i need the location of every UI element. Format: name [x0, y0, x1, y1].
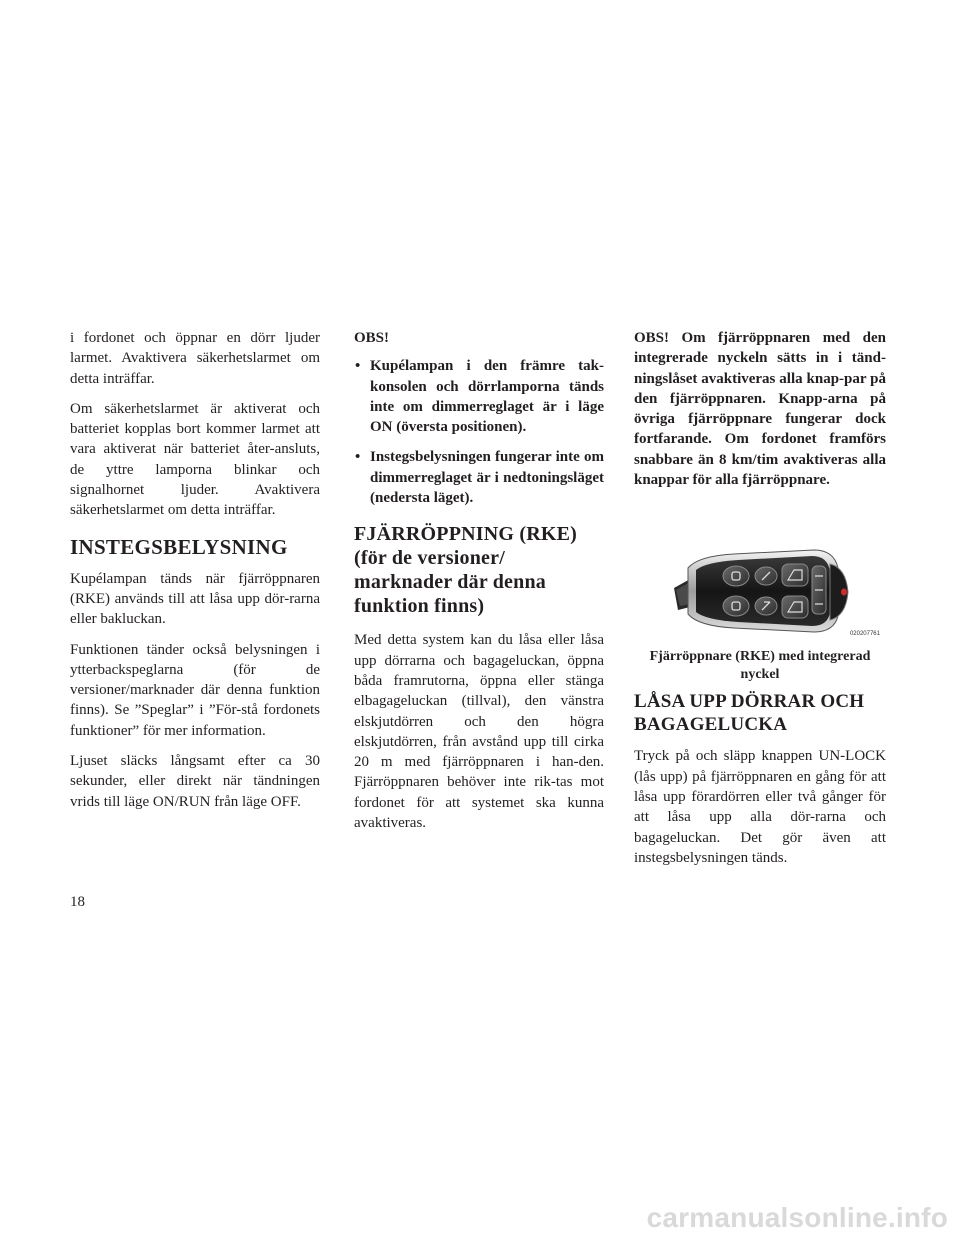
note-label: OBS! [354, 330, 390, 346]
paragraph: Kupélampan tänds när fjärröppnaren (RKE) används till att låsa upp dör-rarna eller bakluckan. [70, 570, 320, 628]
paragraph: Funktionen tänder också belysningen i ytterbackspeglarna (för de versioner/marknader där denna funktion finns). Se ”Speglar” i ”För-stå fordonets funktioner” för mer information. [70, 641, 320, 739]
paragraph: Tryck på och släpp knappen UN-LOCK (lås upp) på fjärröppnaren en gång för att låsa upp förardörren eller två gånger för att låsa upp alla dör-rarna och bagageluckan. Det gör även att instegsbelysningen tänds. [634, 748, 886, 866]
heading-line: funktion finns) [354, 595, 485, 618]
heading-line: FJÄRRÖPPNING (RKE) [354, 523, 578, 546]
heading-line: marknader där denna [354, 571, 546, 594]
section-heading-lasa-upp [634, 690, 886, 736]
paragraph: Med detta system kan du låsa eller låsa upp dörrarna och bagageluckan, öppna båda framrutorna, öppna eller stänga elbagageluckan (tillval), den vänstra elskjutdörren och den högra elskjutdörren, från avstånd upp till cirka 20 m med fjärröppnaren i han-den. Fjärröppnaren behöver inte rik-tas mot fordonet för att systemet ska kunna avaktiveras. [354, 632, 604, 832]
paragraph: Om säkerhetslarmet är aktiverat och batteriet kopplas bort kommer larmet att vara aktiverat när batteriet åter-ansluts, de yttre lamporna blinkar och signalhornet ljuder. Avaktivera säkerhetslarmet om detta inträffar. [70, 400, 320, 519]
key-fob-figure [634, 506, 886, 644]
figure-caption: Fjärröppnare (RKE) med integrerad nyckel [649, 649, 871, 683]
note-bullet-list [354, 356, 604, 508]
note-bullet: • Kupélampan i den främre tak-konsolen och dörrlamporna tänds inte om dimmerreglaget är i läge ON (översta positionen). [354, 356, 604, 437]
column-left [70, 328, 320, 822]
paragraph: Ljuset släcks långsamt efter ca 30 sekunder, eller direkt när tändningen vrids till läge ON/RUN från läge OFF. [70, 753, 320, 810]
figure-code: 020207761 [849, 631, 880, 638]
key-fob-illustration [634, 506, 886, 644]
column-middle [354, 328, 604, 843]
heading-line: BAGAGELUCKA [634, 714, 788, 736]
note-bullet: • Instegsbelysningen fungerar inte om dimmerreglaget är i nedtoningsläget (nedersta läget). [354, 447, 604, 508]
note-paragraph: OBS! Om fjärröppnaren med den integrerade nyckeln sätts in i tänd-ningslåset avaktiveras alla knap-par på den fjärröppnaren. Knapp-arna på övriga fjärröppnare fungerar dock fortfarande. Om fordonet framförs snabbare än 8 km/tim avaktiveras alla knappar för alla fjärröppnare. [634, 330, 886, 489]
heading-line: (för de versioner/ [354, 547, 505, 570]
column-right [634, 328, 886, 878]
heading-line: LÅSA UPP DÖRRAR OCH [634, 691, 865, 713]
section-heading-rke [354, 522, 604, 618]
watermark-text: carmanualsonline.info [646, 1202, 948, 1233]
paragraph: i fordonet och öppnar en dörr ljuder larmet. Avaktivera säkerhetslarmet om detta inträffar. [70, 330, 320, 387]
page-number: 18 [70, 894, 85, 910]
section-heading-instegsbelysning: INSTEGSBELYSNING [70, 534, 288, 559]
